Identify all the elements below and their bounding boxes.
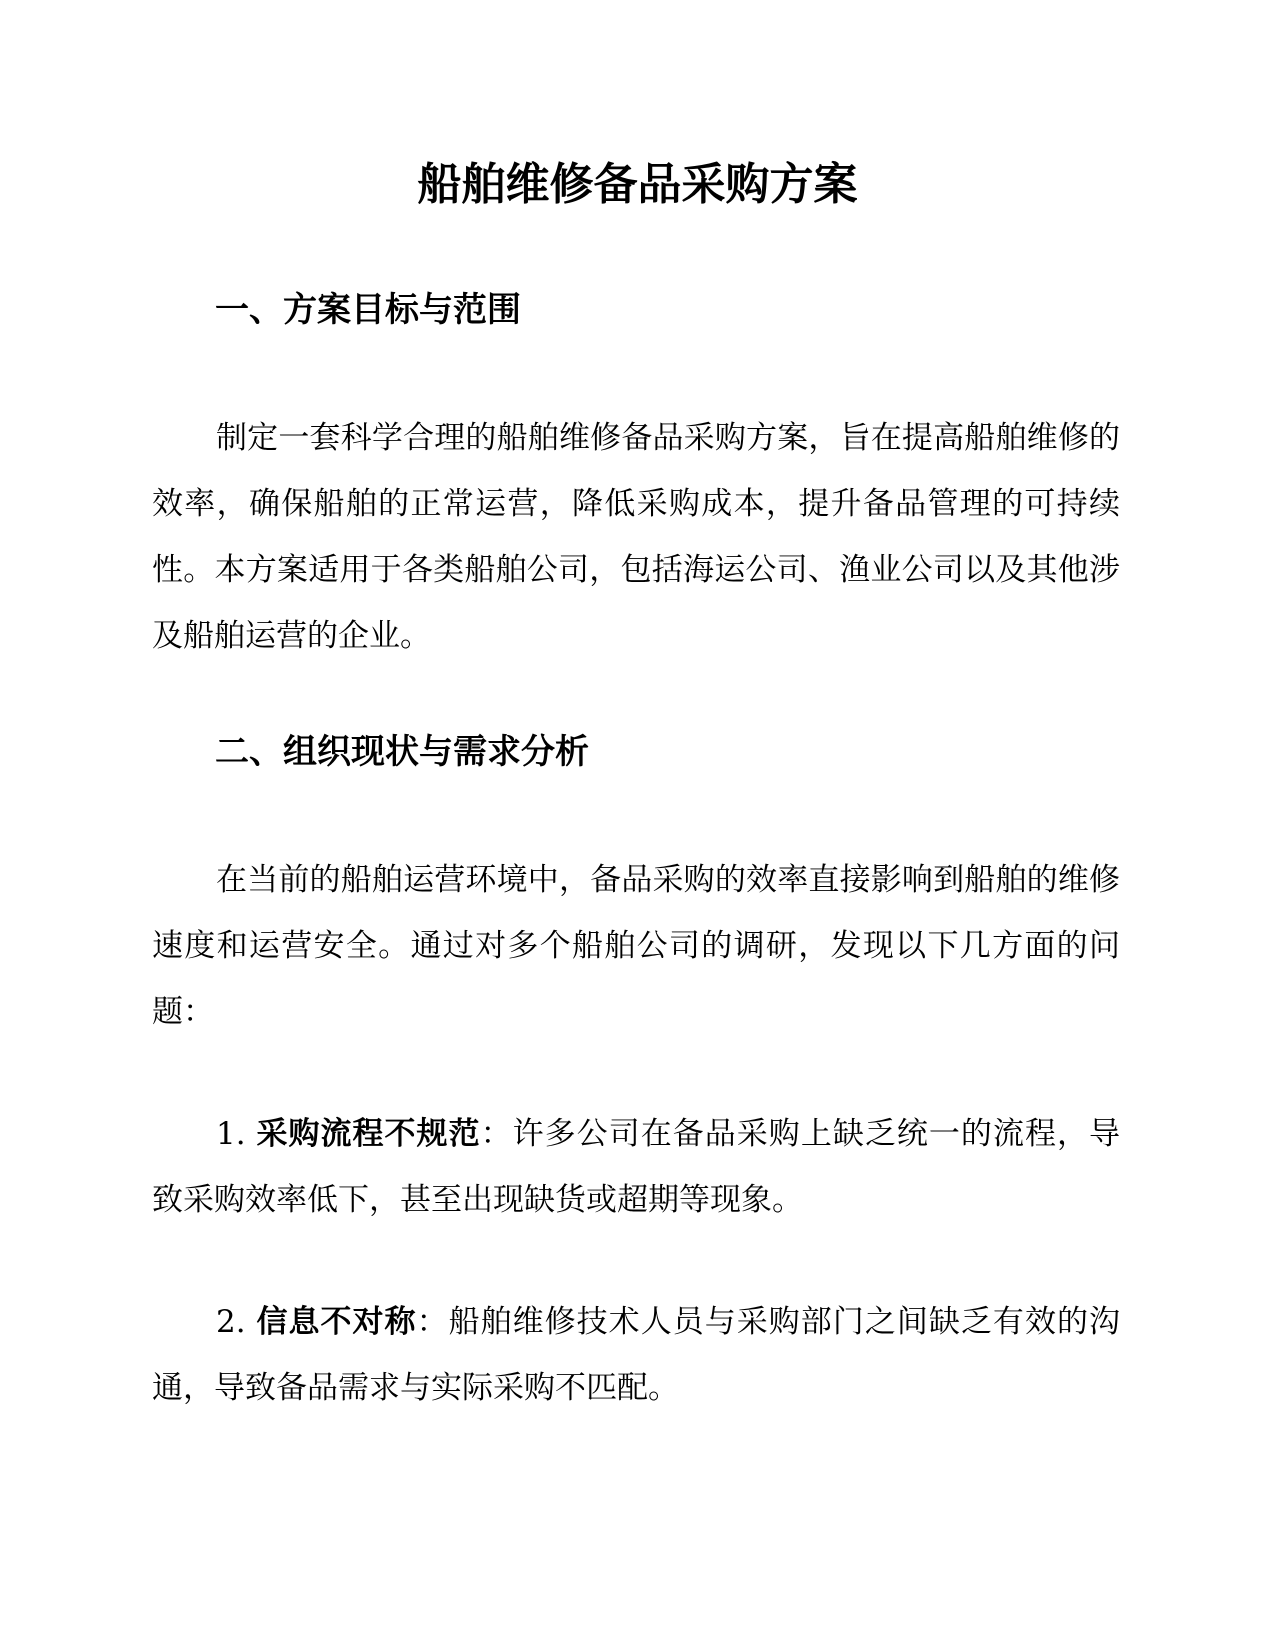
- document-title: 船舶维修备品采购方案: [417, 159, 858, 210]
- list-item-label: 信息不对称: [256, 1304, 417, 1340]
- list-item-number: 1.: [216, 1116, 257, 1152]
- section-heading-analysis: 二、组织现状与需求分析: [215, 732, 589, 772]
- paragraph-analysis: 在当前的船舶运营环境中，备品采购的效率直接影响到船舶的维修速度和运营安全。通过对多个船舶公司的调研，发现以下几方面的问题：: [152, 862, 1120, 1030]
- list-item-information: [152, 1289, 1120, 1421]
- list-item-number: 2.: [216, 1304, 257, 1340]
- paragraph-goals: 制定一套科学合理的船舶维修备品采购方案，旨在提高船舶维修的效率，确保船舶的正常运营，降低采购成本，提升备品管理的可持续性。本方案适用于各类船舶公司，包括海运公司、渔业公司以及其他涉及船舶运营的企业。: [152, 420, 1120, 654]
- section-heading-goals: 一、方案目标与范围: [215, 290, 521, 330]
- list-item-text: ：船舶维修技术人员与采购部门之间缺乏有效的沟通，导致备品需求与实际采购不匹配。: [152, 1304, 1120, 1406]
- list-item-text: ：许多公司在备品采购上缺乏统一的流程，导致采购效率低下，甚至出现缺货或超期等现象。: [152, 1116, 1121, 1218]
- list-item-label: 采购流程不规范: [256, 1116, 481, 1152]
- list-item-process: [152, 1101, 1120, 1233]
